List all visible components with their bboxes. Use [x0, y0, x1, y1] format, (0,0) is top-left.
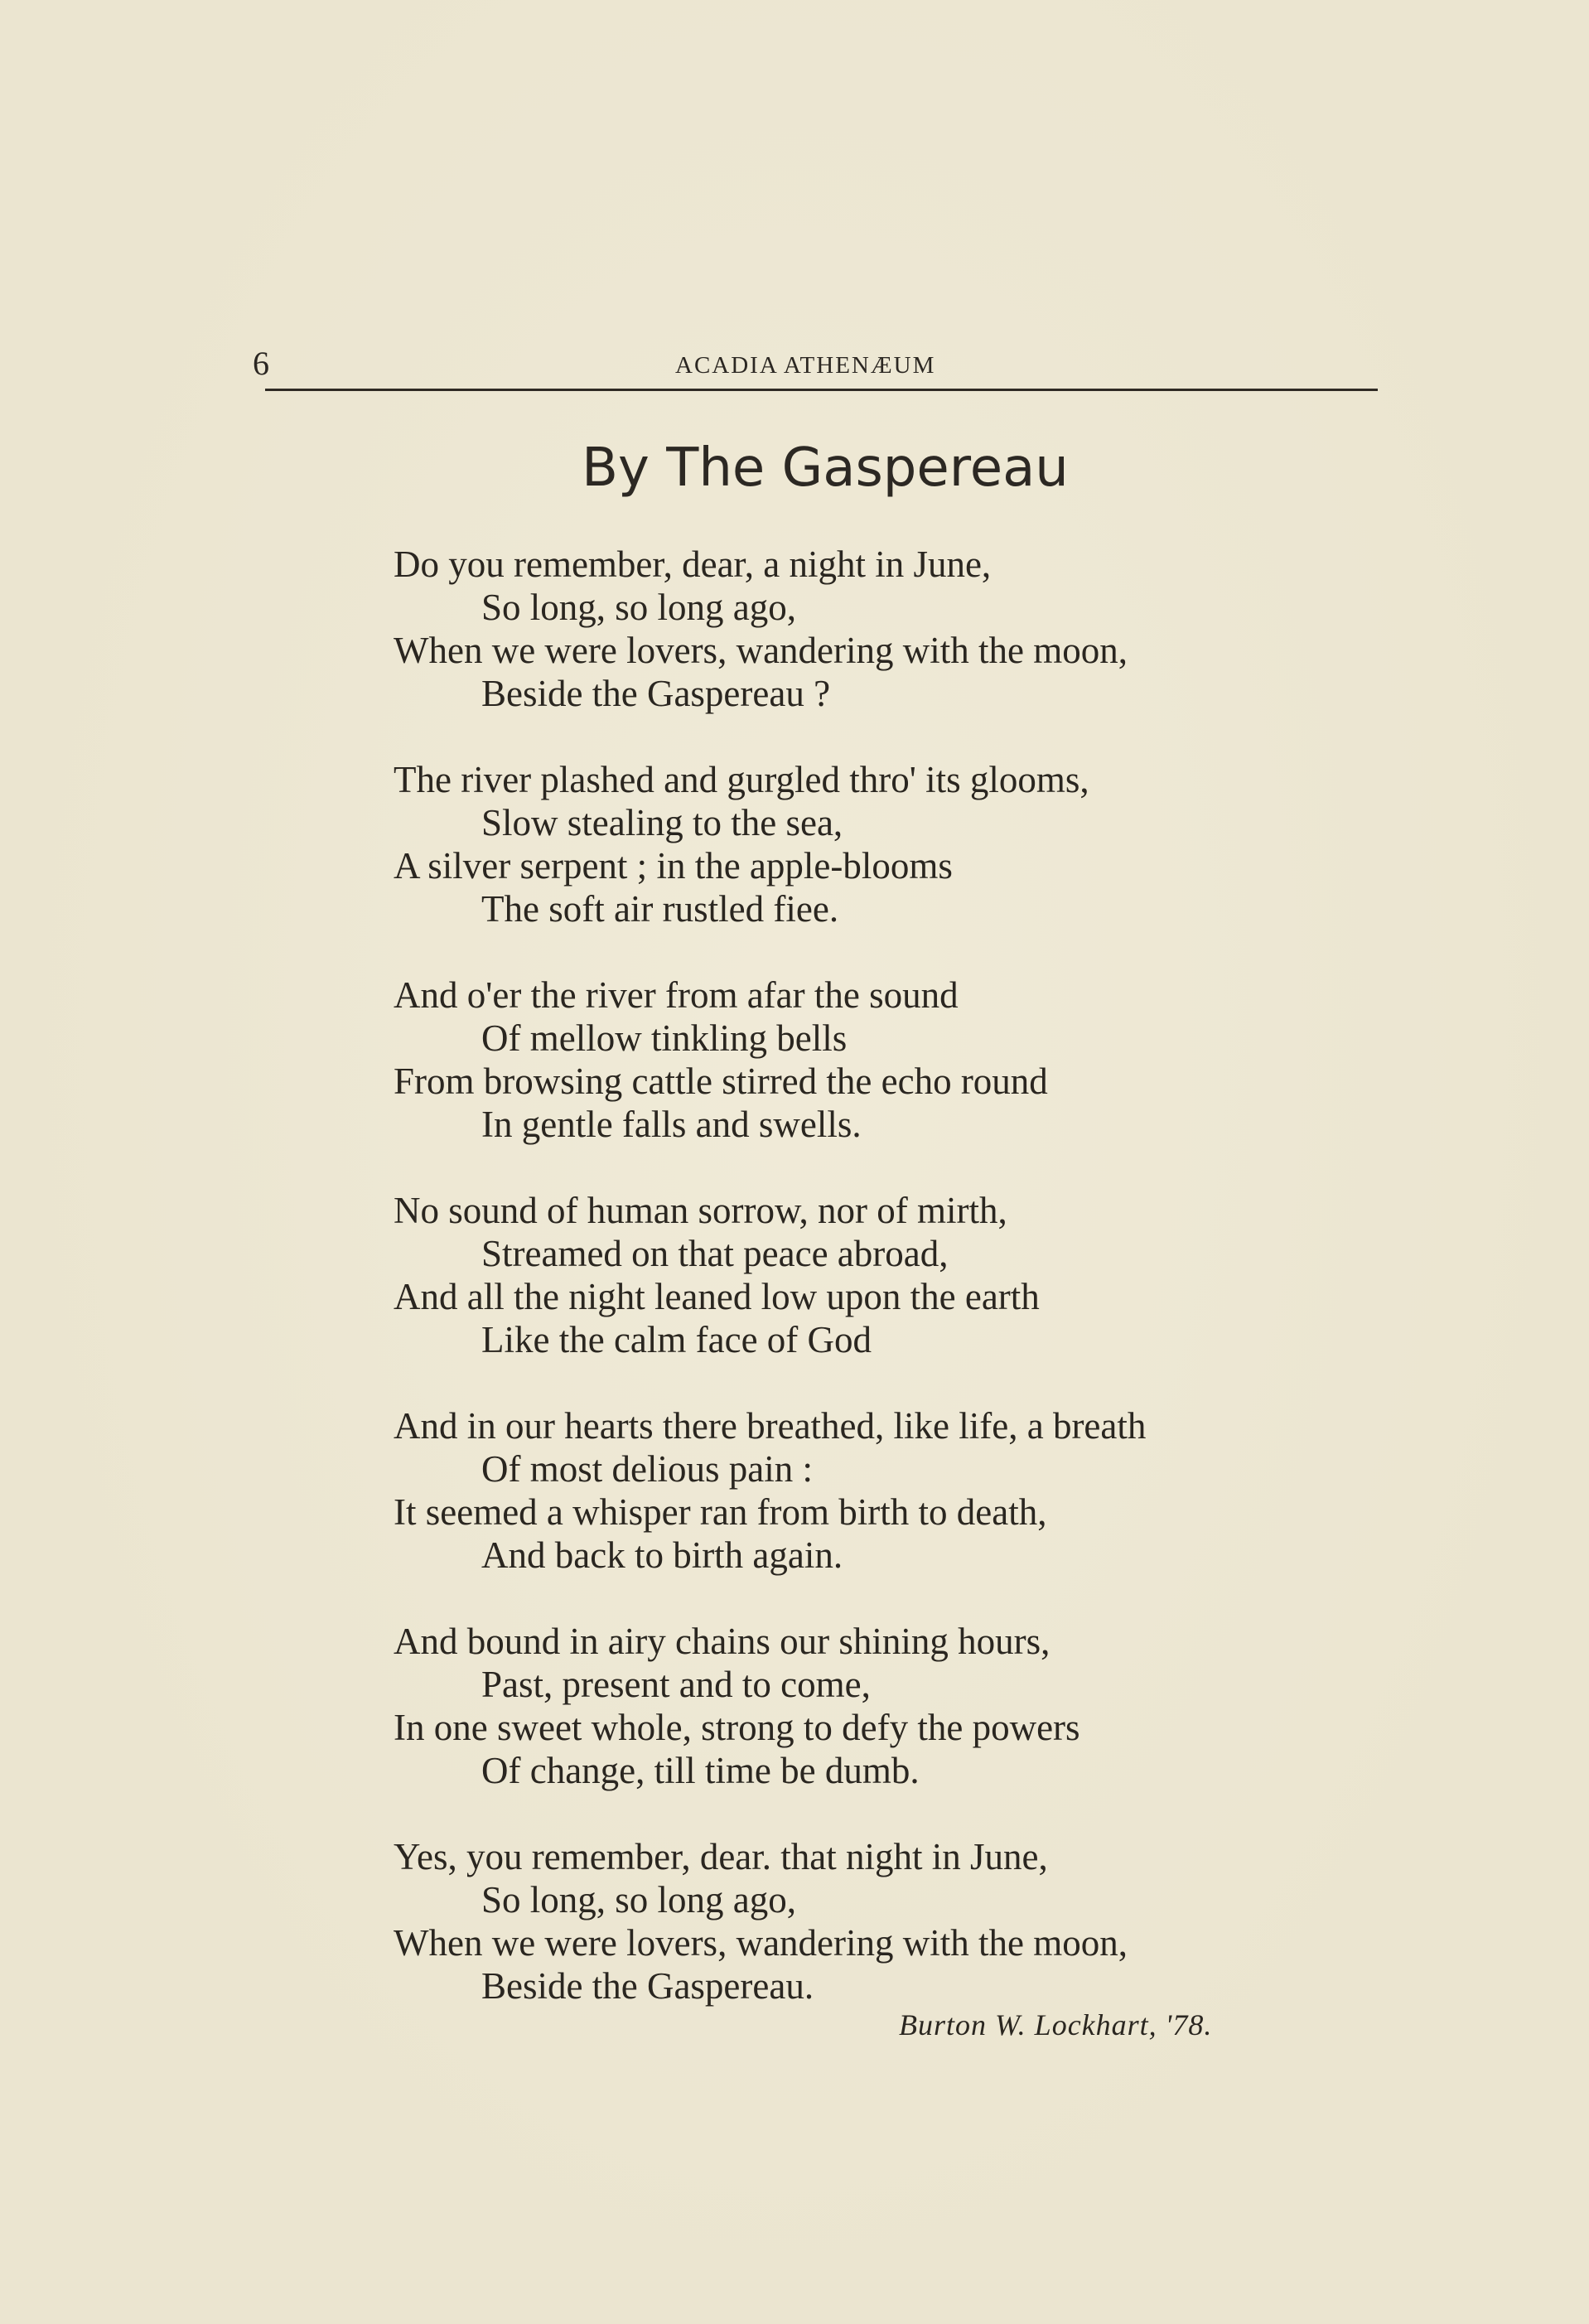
- poem-line: So long, so long ago,: [481, 587, 797, 628]
- page-number: 6: [253, 345, 269, 382]
- poem-line: When we were lovers, wandering with the moon,: [394, 630, 1128, 671]
- poem-line: Like the calm face of God: [481, 1319, 872, 1360]
- poem-body: [394, 543, 1471, 2051]
- header-rule: [265, 389, 1378, 391]
- poem-line: The soft air rustled fiee.: [481, 888, 839, 930]
- poem-line: And back to birth again.: [481, 1534, 843, 1576]
- running-head: [253, 344, 1378, 384]
- stanza: [394, 758, 1471, 930]
- poem-line: A silver serpent ; in the apple-blooms: [394, 845, 953, 887]
- poem-line: When we were lovers, wandering with the moon,: [394, 1922, 1128, 1964]
- stanza: [394, 1620, 1471, 1792]
- poem-line: No sound of human sorrow, nor of mirth,: [394, 1190, 1007, 1231]
- poem-line: And in our hearts there breathed, like life, a breath: [394, 1405, 1147, 1447]
- poem-line: It seemed a whisper ran from birth to death,: [394, 1491, 1047, 1533]
- stanza: [394, 1189, 1471, 1361]
- journal-title: ACADIA ATHENÆUM: [675, 352, 936, 379]
- poem-line: Yes, you remember, dear. that night in June,: [394, 1836, 1048, 1877]
- poem-line: The river plashed and gurgled thro' its glooms,: [394, 759, 1089, 800]
- author-signature: Burton W. Lockhart, '78.: [899, 2008, 1213, 2041]
- poem-line: Past, present and to come,: [481, 1664, 871, 1705]
- poem-line: Slow stealing to the sea,: [481, 802, 843, 843]
- poem-line: And o'er the river from afar the sound: [394, 974, 959, 1016]
- poem-line: And bound in airy chains our shining hours,: [394, 1621, 1050, 1662]
- poem-line: In gentle falls and swells.: [481, 1104, 862, 1145]
- poem-line: Of mellow tinkling bells: [481, 1017, 848, 1059]
- poem-line: Of most delious pain :: [481, 1448, 813, 1490]
- poem-title: By The Gaspereau: [582, 437, 1069, 499]
- poem-line: Beside the Gaspereau.: [481, 1965, 814, 2007]
- poem-line: And all the night leaned low upon the earth: [394, 1276, 1040, 1317]
- poem-line: So long, so long ago,: [481, 1879, 797, 1921]
- stanza: [394, 543, 1471, 715]
- poem-line: Of change, till time be dumb.: [481, 1750, 920, 1791]
- poem-line: Do you remember, dear, a night in June,: [394, 544, 992, 585]
- stanza: [394, 974, 1471, 1146]
- poem-line: In one sweet whole, strong to defy the powers: [394, 1707, 1080, 1748]
- poem-line: From browsing cattle stirred the echo round: [394, 1061, 1048, 1102]
- stanza: [394, 1404, 1471, 1577]
- poem-line: Beside the Gaspereau ?: [481, 673, 831, 714]
- stanza: [394, 1835, 1471, 2008]
- poem-line: Streamed on that peace abroad,: [481, 1233, 949, 1274]
